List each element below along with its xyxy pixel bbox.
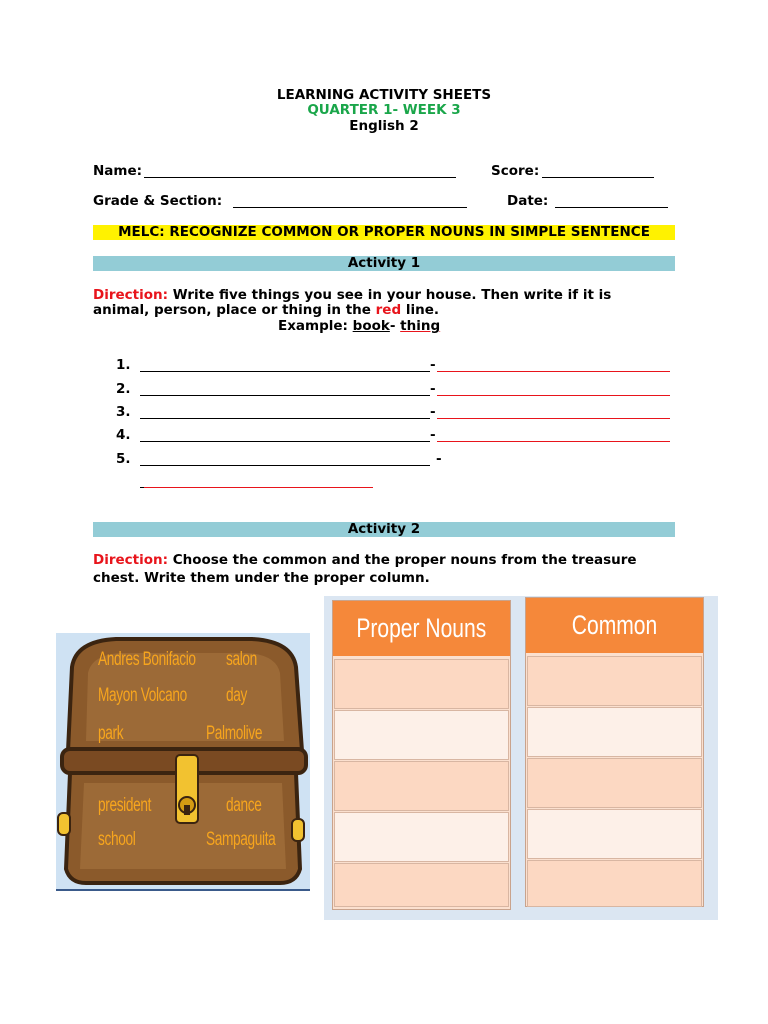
- activity1-direction-text1: Write five things you see in your house. Then write if it is: [172, 287, 612, 303]
- grade-section-label: Grade & Section:: [93, 193, 223, 209]
- melc-banner: MELC: RECOGNIZE COMMON OR PROPER NOUNS IN SIMPLE SENTENCE: [93, 225, 675, 240]
- subject-label: English 2: [349, 118, 419, 134]
- common-nouns-header: Common: [526, 598, 703, 653]
- date-label: Date:: [507, 193, 549, 209]
- common-noun-cell-3[interactable]: [527, 758, 702, 808]
- answer-dash-5: -: [436, 451, 442, 467]
- quarter-label: QUARTER 1- WEEK 3: [307, 102, 461, 118]
- activity1-direction-line2: [93, 302, 693, 318]
- answer-type-line-3[interactable]: [437, 418, 670, 419]
- proper-noun-cell-3[interactable]: [334, 761, 509, 811]
- answer-number-1: 1.: [116, 357, 131, 373]
- chest-word-dance: dance: [226, 795, 262, 816]
- activity1-direction-text2b: line.: [405, 302, 439, 318]
- activity1-direction-text2a: animal, person, place or thing in the: [93, 302, 371, 318]
- answer-dash-3: -: [430, 404, 436, 420]
- proper-noun-cell-5[interactable]: [334, 863, 509, 907]
- score-label: Score:: [491, 163, 540, 179]
- answer-line-1[interactable]: [140, 371, 430, 372]
- answer-type-line-2[interactable]: [437, 395, 670, 396]
- activity1-direction-label: Direction:: [93, 287, 169, 303]
- answer-number-2: 2.: [116, 381, 131, 397]
- chest-word-mayon-volcano: Mayon Volcano: [98, 685, 187, 706]
- proper-noun-cell-2[interactable]: [334, 710, 509, 760]
- activity2-direction-label: Direction:: [93, 552, 169, 568]
- common-noun-cell-5[interactable]: [527, 860, 702, 907]
- answer-line-3[interactable]: [140, 418, 430, 419]
- answer-line-2[interactable]: [140, 395, 430, 396]
- chest-word-salon: salon: [226, 649, 257, 670]
- activity2-direction-text1: Choose the common and the proper nouns from the treasure: [172, 552, 637, 568]
- proper-noun-cell-1[interactable]: [334, 659, 509, 709]
- activity1-direction-line1: [93, 287, 693, 303]
- sheet-title: LEARNING ACTIVITY SHEETS: [276, 87, 492, 103]
- nouns-table: [324, 596, 718, 920]
- activity1-banner: Activity 1: [93, 256, 675, 271]
- answer-type-line-4[interactable]: [437, 441, 670, 442]
- chest-word-president: president: [98, 795, 152, 816]
- activity2-banner: Activity 2: [93, 522, 675, 537]
- answer-dash-4: -: [430, 427, 436, 443]
- common-nouns-column: [525, 597, 704, 907]
- chest-word-sampaguita: Sampaguita: [206, 829, 276, 850]
- proper-nouns-header: Proper Nouns: [333, 601, 510, 656]
- answer-number-3: 3.: [116, 404, 131, 420]
- activity1-example: [278, 318, 440, 334]
- answer-line-5[interactable]: [140, 465, 430, 466]
- answer-number-5: 5.: [116, 451, 131, 467]
- score-field[interactable]: [542, 177, 654, 178]
- activity1-direction-red: red: [375, 302, 402, 318]
- grade-section-field[interactable]: [233, 207, 467, 208]
- common-noun-cell-2[interactable]: [527, 707, 702, 757]
- answer-number-4: 4.: [116, 427, 131, 443]
- proper-nouns-column: [332, 600, 511, 910]
- answer-type-line-1[interactable]: [437, 371, 670, 372]
- answer-line-4[interactable]: [140, 441, 430, 442]
- treasure-chest-image: [56, 633, 310, 891]
- answer-dash-2: -: [430, 381, 436, 397]
- chest-word-school: school: [98, 829, 136, 850]
- example-label: Example:: [278, 318, 348, 334]
- chest-word-andres-bonifacio: Andres Bonifacio: [98, 649, 196, 670]
- example-word: book: [352, 318, 390, 334]
- activity2-direction-line1: [93, 552, 713, 568]
- chest-word-palmolive: Palmolive: [206, 723, 263, 744]
- date-field[interactable]: [555, 207, 668, 208]
- common-noun-cell-1[interactable]: [527, 656, 702, 706]
- name-label: Name:: [93, 163, 143, 179]
- answer-dash-1: -: [430, 357, 436, 373]
- activity2-direction-text2: chest. Write them under the proper column.: [93, 570, 430, 586]
- chest-word-day: day: [226, 685, 247, 706]
- chest-word-park: park: [98, 723, 124, 744]
- example-type: thing: [400, 318, 441, 334]
- answer-type-line-5[interactable]: [144, 487, 373, 488]
- common-noun-cell-4[interactable]: [527, 809, 702, 859]
- name-field[interactable]: [144, 177, 456, 178]
- proper-noun-cell-4[interactable]: [334, 812, 509, 862]
- example-separator: -: [389, 318, 396, 334]
